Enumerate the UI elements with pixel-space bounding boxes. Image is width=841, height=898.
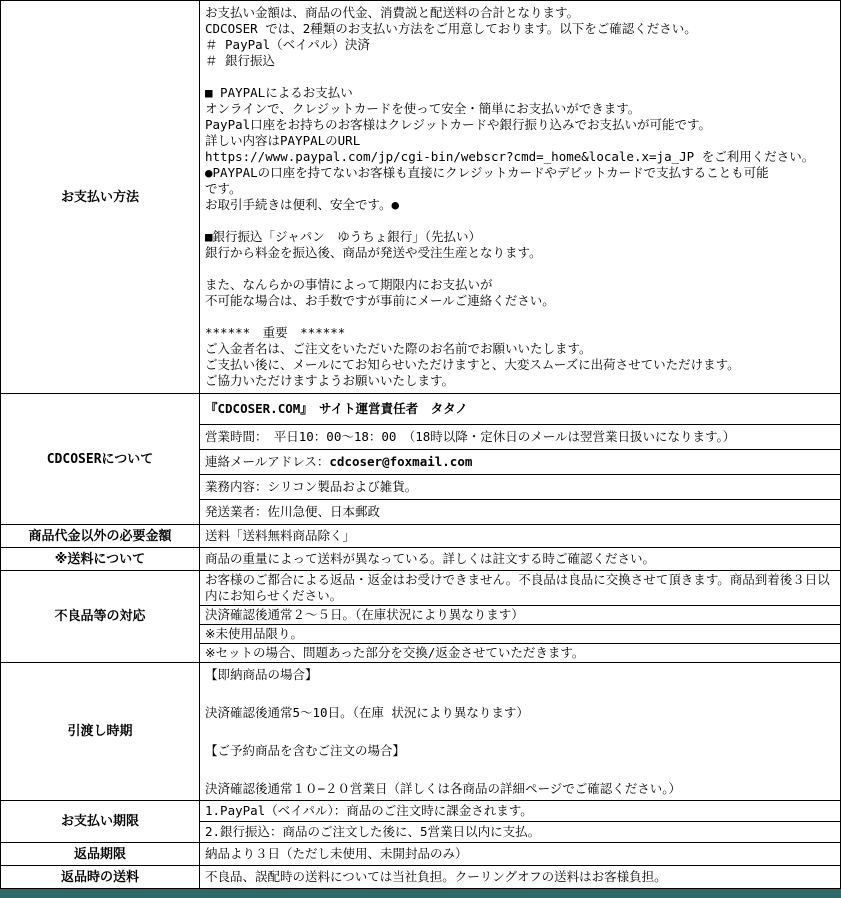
in-stock-delivery-text: 決済確認後通常5〜10日。（在庫 状況により異なります） [205,705,529,720]
site-operator-text: 『CDCOSER.COM』 サイト運営責任者 タタノ [200,394,840,425]
blank-line [205,760,835,779]
row-header-delivery-time: 引渡し時期 [1,663,200,800]
row-header-payment: お支払い方法 [1,1,200,393]
about-content [200,394,840,524]
return-shipping-text: 不良品、誤配時の送料については当社負担。クーリングオフの送料はお客様負担。 [205,869,667,884]
text-line: ご入金者名は、ご注文をいただいた際のお名前でお願いいたします。 [205,341,592,356]
text-line: 詳しい内容はPAYPALのURL [205,133,361,148]
important-notice-heading: ****** 重要 ****** [205,325,346,340]
text-line: ＃ PayPal（ベイパル）決済 [205,37,370,52]
row-shipping-note [1,548,840,571]
defective-goods-content [200,571,840,662]
payment-content [200,1,840,393]
preorder-delivery-text: 決済確認後通常１０−２０営業日（詳しくは各商品の詳細ページでご確認ください。） [205,781,682,796]
row-payment-method [1,1,840,394]
text-line: お支払い金額は、商品の代金、消費説と配送料の合計となります。 [205,5,580,20]
shipping-note-text: 商品の重量によって送料が異なっている。詳しくは註文する時ご確認ください。 [205,551,656,566]
paypal-url-text: https://www.paypal.com/jp/cgi-bin/webscr?cmd=_home&locale.x=ja_JP をご利用ください。 [205,149,815,164]
blank-line [205,69,835,85]
exchange-time-text: 決済確認後通常２〜５日。（在庫状況により異なります） [200,606,840,625]
business-hours-text: 営業時間： 平日10：00〜18：00 （18時以降・定休日のメールは翌営業日扱いになります。） [200,425,840,450]
in-stock-case-heading: 【即納商品の場合】 [205,667,318,682]
set-exchange-text: ※セットの場合、問題あった部分を交換/返金させていただきます。 [205,645,585,660]
text-line: ●PAYPALの口座を持てないお客様も直接にクレジットカードやデビットカードで支払することも可能 [205,165,769,180]
preorder-case-heading: 【ご予約商品を含むご注文の場合】 [205,743,406,758]
text-line: ご支払い後に、メールにてお知らせいただけますと、大変スムーズに出荷させていただけます。 [205,357,740,372]
business-description-text: 業務内容：シリコン製品および雑貨。 [200,475,840,500]
row-about-shop [1,394,840,525]
row-header-extra-fees: 商品代金以外の必要金額 [1,525,200,547]
text-line: お取引手続きは便利、安全です。● [205,197,400,212]
blank-line [205,722,835,741]
text-line: ■銀行振込「ジャパン ゆうちょ銀行」（先払い） [205,229,482,244]
extra-fees-text: 送料「送料無料商品除く」 [205,528,356,543]
unused-only-text: ※未使用品限り。 [200,625,840,644]
payment-deadline-content [200,801,840,842]
footer-bar [0,889,841,898]
text-line: PayPal口座をお持ちのお客様はクレジットカードや銀行振り込みでお支払いが可能です。 [205,117,711,132]
text-line: オンラインで、クレジットカードを使って安全・簡単にお支払いができます。 [205,101,641,116]
row-delivery-time [1,663,840,801]
delivery-time-content [200,663,840,800]
contact-email-label: 連絡メールアドレス： [205,454,330,469]
text-line: ＃ 銀行振込 [205,53,276,68]
blank-line [205,309,835,325]
blank-line [205,213,835,229]
text-line: 銀行から料金を振込後、商品が発送や受注生産となります。 [205,245,542,260]
return-deadline-text: 納品より３日（ただし未使用、未開封品のみ） [205,846,468,861]
contact-email-text: cdcoser@foxmail.com [329,454,473,469]
row-return-shipping [1,866,840,889]
text-line: また、なんらかの事情によって期限内にお支払いが [205,277,493,292]
text-line: ご協力いただけますようお願いいたします。 [205,373,455,388]
text-line: 不可能な場合は、お手数ですが事前にメールご連絡ください。 [205,293,555,308]
blank-line [205,684,835,703]
row-header-return-deadline: 返品期限 [1,843,200,865]
row-defective-goods [1,571,840,663]
text-line: CDCOSER では、2種類のお支払い方法をご用意しております。以下をご確認ください。 [205,21,697,36]
row-payment-deadline [1,801,840,843]
text-line: です。 [205,181,242,196]
contact-email-row [200,450,840,475]
row-header-return-shipping: 返品時の送料 [1,866,200,888]
row-header-about: CDCOSERについて [1,394,200,524]
shipping-carriers-text: 発送業者：佐川急便、日本郵政 [205,504,381,519]
row-header-shipping-note: ※送料について [1,548,200,570]
bank-transfer-deadline-text: 2.銀行振込：商品のご注文した後に、5営業日以内に支払。 [205,824,541,839]
row-header-defective-goods: 不良品等の対応 [1,571,200,662]
text-line: ■ PAYPALによるお支払い [205,85,353,100]
row-extra-fees [1,525,840,548]
row-return-deadline [1,843,840,866]
paypal-deadline-text: 1.PayPal（ベイパル）：商品のご注文時に課金されます。 [200,801,840,822]
blank-line [205,261,835,277]
row-header-payment-deadline: お支払い期限 [1,801,200,842]
return-policy-text: お客様のご都合による返品・返金はお受けできません。不良品は良品に交換させて頂きます。商品到着後３日以内にお知らせください。 [200,571,840,606]
